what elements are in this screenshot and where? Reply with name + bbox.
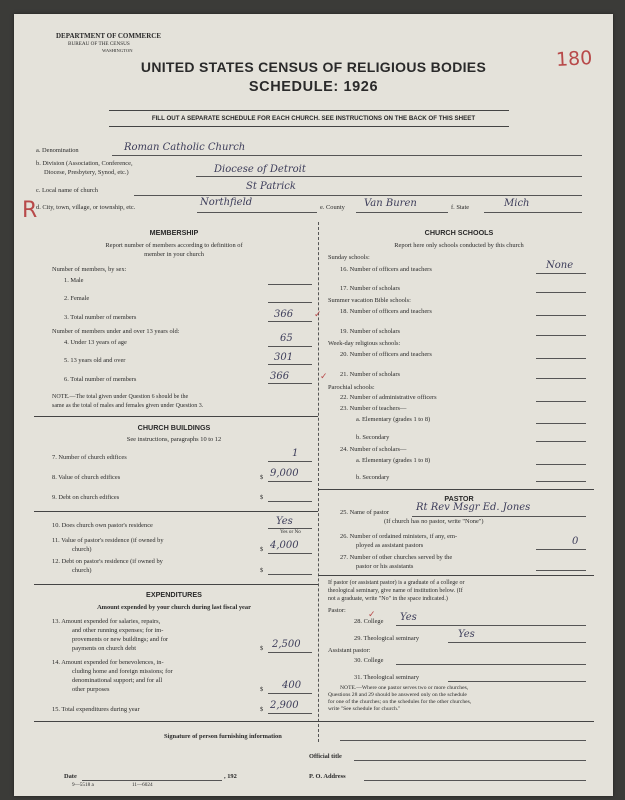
q27-line[interactable] [536,570,586,571]
handwritten-letter: R [22,198,38,223]
q13-value[interactable]: 2,500 [272,639,301,650]
po-address-label: P. O. Address [309,773,346,780]
denomination-value[interactable]: Roman Catholic Church [124,142,246,153]
form-title: UNITED STATES CENSUS OF RELIGIOUS BODIES [140,59,487,75]
q27-label: 27. Number of other churches served by the [340,554,453,561]
q30-line[interactable] [396,664,586,665]
q18-line[interactable] [536,315,586,316]
signature-label: Signature of person furnishing information [164,733,282,740]
q14-value[interactable]: 400 [282,680,302,691]
q23b-label: b. Secondary [356,434,390,441]
q15-dollar: $ [260,706,264,713]
q24a-line[interactable] [536,464,586,465]
q16-line [536,273,586,274]
q12-label: 12. Debt on pastor's residence (if owned by [52,558,163,565]
q9-line[interactable] [268,501,312,502]
membership-intro: Report number of members according to definition of [105,242,243,249]
q27-label-2: pastor or his assistants [356,563,414,570]
form-subtitle: SCHEDULE: 1926 [248,79,379,95]
local-name-label: c. Local name of church [36,187,98,194]
q5-value[interactable]: 301 [274,352,294,363]
q26-label: 26. Number of ordained ministers, if any, em- [340,533,458,540]
q17-label: 17. Number of scholars [340,285,400,292]
q23a-label: a. Elementary (grades 1 to 8) [356,416,431,423]
expenditures-intro: Amount expended by your church during last fiscal year [97,604,251,611]
state-value[interactable]: Mich [504,198,530,209]
members-by-sex: Number of members, by sex: [52,266,127,273]
q14-label: 14. Amount expended for benevolences, in- [52,659,164,666]
section-divider [34,511,318,512]
q29-value[interactable]: Yes [458,629,475,640]
q2-label: 2. Female [64,295,90,302]
q13-label-3: provements or new buildings; and for [72,636,169,643]
q8-dollar: $ [260,474,264,481]
q15-line [268,713,312,714]
pastor-note-2: Questions 28 and 29 should be answered only on the schedule [328,692,467,698]
q10-value[interactable]: Yes [276,516,293,527]
q17-line[interactable] [536,292,586,293]
q30-label: 30. College [354,657,384,664]
handwritten-number: 180 [555,47,593,71]
q13-line [268,652,312,653]
q29-label: 29. Theological seminary [354,635,420,642]
county-value[interactable]: Van Buren [364,198,417,209]
q9-label: 9. Debt on church edifices [52,494,120,501]
q10-hint: Yes or No [280,529,301,535]
pastor-note-3: for one of the churches; on the schedules for the other churches, [328,699,472,705]
q19-line[interactable] [536,335,586,336]
schools-heading: CHURCH SCHOOLS [424,228,494,237]
q26-label-2: ployed as assistant pastors [356,542,424,549]
weekday-schools-label: Week-day religious schools: [328,340,401,347]
q21-line[interactable] [536,378,586,379]
q7-line [268,461,312,462]
graduate-instructions: If pastor (or assistant pastor) is a graduate of a college or [328,580,465,586]
graduate-instructions-2: theological seminary, give name of institution below. (If [328,588,463,594]
q4-value[interactable]: 65 [280,333,293,344]
divider [109,110,509,111]
division-value[interactable]: Diocese of Detroit [214,164,306,175]
instruction-line: FILL OUT A SEPARATE SCHEDULE FOR EACH CHURCH. SEE INSTRUCTIONS ON THE BACK OF THIS SHEET [151,115,476,122]
q24-label: 24. Number of scholars— [340,446,407,453]
state-label: f. State [451,204,470,211]
division-label-2: Diocese, Presbytery, Synod, etc.) [44,169,129,176]
pastor-sublabel: Pastor: [328,607,346,614]
q16-value[interactable]: None [546,260,574,271]
q10-label: 10. Does church own pastor's residence [52,522,153,529]
census-form [14,14,613,796]
q13-dollar: $ [260,645,264,652]
division-line [196,176,582,177]
date-label: Date [64,773,77,780]
city-town-value[interactable]: Northfield [200,197,253,208]
po-address-line[interactable] [364,780,586,781]
q1-line[interactable] [268,284,312,285]
q14-line [268,693,312,694]
q31-label: 31. Theological seminary [354,674,420,681]
q11-label: 11. Value of pastor's residence (if owned by [52,537,164,544]
q25-value[interactable]: Rt Rev Msgr Ed. Jones [416,502,531,513]
members-under-over: Number of members under and over 13 years old: [52,328,180,335]
q12-line[interactable] [268,574,312,575]
q14-label-3: denominational support; and for all [72,677,163,684]
city-label: WASHINGTON [102,48,133,53]
schools-intro: Report here only schools conducted by this church [394,242,524,249]
local-name-line [134,195,582,196]
q3-label: 3. Total number of members [64,314,137,321]
q24b-label: b. Secondary [356,474,390,481]
q19-label: 19. Number of scholars [340,328,400,335]
q6-line [268,383,312,384]
q5-line [268,364,312,365]
graduate-instructions-3: not a graduate, write "No" in the space indicated.) [328,596,448,602]
pastor-note: NOTE.—Where one pastor serves two or more churches, [340,685,469,691]
q24a-label: a. Elementary (grades 1 to 8) [356,457,431,464]
q26-value[interactable]: 0 [572,536,579,547]
q2-line[interactable] [268,302,312,303]
q25-hint: (If church has no pastor, write "None") [384,518,484,525]
q20-line[interactable] [536,358,586,359]
q21-label: 21. Number of scholars [340,371,400,378]
check-icon: ✓ [314,310,322,320]
section-divider [34,584,318,585]
county-label: e. County [320,204,345,211]
parochial-schools-label: Parochial schools: [328,384,375,391]
bureau-label: BUREAU OF THE CENSUS [68,41,130,47]
q25-label: 25. Name of pastor [340,509,389,516]
q1-label: 1. Male [64,277,84,284]
summer-schools-label: Summer vacation Bible schools: [328,297,411,304]
q14-dollar: $ [260,686,264,693]
q23a-line[interactable] [536,423,586,424]
q20-label: 20. Number of officers and teachers [340,351,432,358]
pastor-note-4: write "See schedule for church." [328,706,401,712]
buildings-heading: CHURCH BUILDINGS [137,423,211,432]
footer-divider [34,721,594,722]
q14-label-4: other purposes [72,686,110,693]
q8-line [268,481,312,482]
q11-dollar: $ [260,546,264,553]
q28-line [396,625,586,626]
check-icon: ✓ [368,610,376,620]
membership-heading: MEMBERSHIP [149,228,199,237]
official-title-line[interactable] [354,760,586,761]
q8-label: 8. Value of church edifices [52,474,121,481]
q3-value[interactable]: 366 [274,309,294,320]
denomination-line [112,155,582,156]
expenditures-heading: EXPENDITURES [146,590,202,599]
q28-label: 28. College [354,618,384,625]
q11-value[interactable]: 4,000 [270,540,299,551]
q22-label: 22. Number of administrative officers [340,394,437,401]
q15-value[interactable]: 2,900 [270,700,299,711]
q14-label-2: cluding home and foreign missions; for [72,668,173,675]
denomination-label: a. Denomination [36,147,79,154]
q26-line [536,549,586,550]
q13-label-2: and other running expenses; for im- [72,627,164,634]
membership-note-2: same as the total of males and females given under Question 3. [52,403,204,409]
local-name-value[interactable]: St Patrick [246,181,296,192]
q7-label: 7. Number of church edifices [52,454,127,461]
membership-intro-2: member in your church [144,251,204,258]
q16-label: 16. Number of officers and teachers [340,266,432,273]
q22-line[interactable] [536,401,586,402]
q11-line [268,553,312,554]
q12-dollar: $ [260,567,264,574]
q8-value[interactable]: 9,000 [270,468,299,479]
q12-label-2: church) [72,567,92,574]
date-line[interactable] [82,780,222,781]
buildings-see: See instructions, paragraphs 10 to 12 [126,436,222,443]
q23b-line[interactable] [536,441,586,442]
department-label: DEPARTMENT OF COMMERCE [56,32,162,40]
check-icon: ✓ [320,372,328,382]
q28-value[interactable]: Yes [400,612,417,623]
county-line [356,212,448,213]
q7-value[interactable]: 1 [292,448,299,459]
city-town-label: d. City, town, village, or township, etc. [36,204,136,211]
q6-label: 6. Total number of members [64,376,137,383]
q5-label: 5. 13 years old and over [64,357,126,364]
assistant-pastor-sublabel: Assistant pastor: [328,647,371,654]
q13-label: 13. Amount expended for salaries, repairs, [52,618,161,625]
year-label: , 192 [224,773,237,780]
q18-label: 18. Number of officers and teachers [340,308,432,315]
q11-label-2: church) [72,546,92,553]
q15-label: 15. Total expenditures during year [52,706,140,713]
q31-line[interactable] [448,681,586,682]
q13-label-4: payments on church debt [72,645,137,652]
column-divider [318,222,319,742]
q9-dollar: $ [260,494,264,501]
official-title-label: Official title [309,753,342,760]
q24b-line[interactable] [536,481,586,482]
membership-note: NOTE.—The total given under Question 6 should be the [52,394,189,400]
print-code: 11—6024 [132,782,153,788]
divider [109,126,509,127]
q4-line [268,346,312,347]
q29-line [448,642,586,643]
q6-value[interactable]: 366 [270,371,290,382]
section-divider [318,575,594,576]
q25-line [412,516,586,517]
state-line [484,212,582,213]
signature-line[interactable] [340,740,586,741]
q4-label: 4. Under 13 years of age [64,339,127,346]
section-divider [318,489,594,490]
sunday-schools-label: Sunday schools: [328,254,370,261]
form-code: 9—5518 a [72,782,94,788]
division-label: b. Division (Association, Conference, [36,160,133,167]
q3-line [268,321,312,322]
city-town-line [197,212,317,213]
q23-label: 23. Number of teachers— [340,405,407,412]
section-divider [34,416,318,417]
pastor-heading: PASTOR [444,494,474,503]
